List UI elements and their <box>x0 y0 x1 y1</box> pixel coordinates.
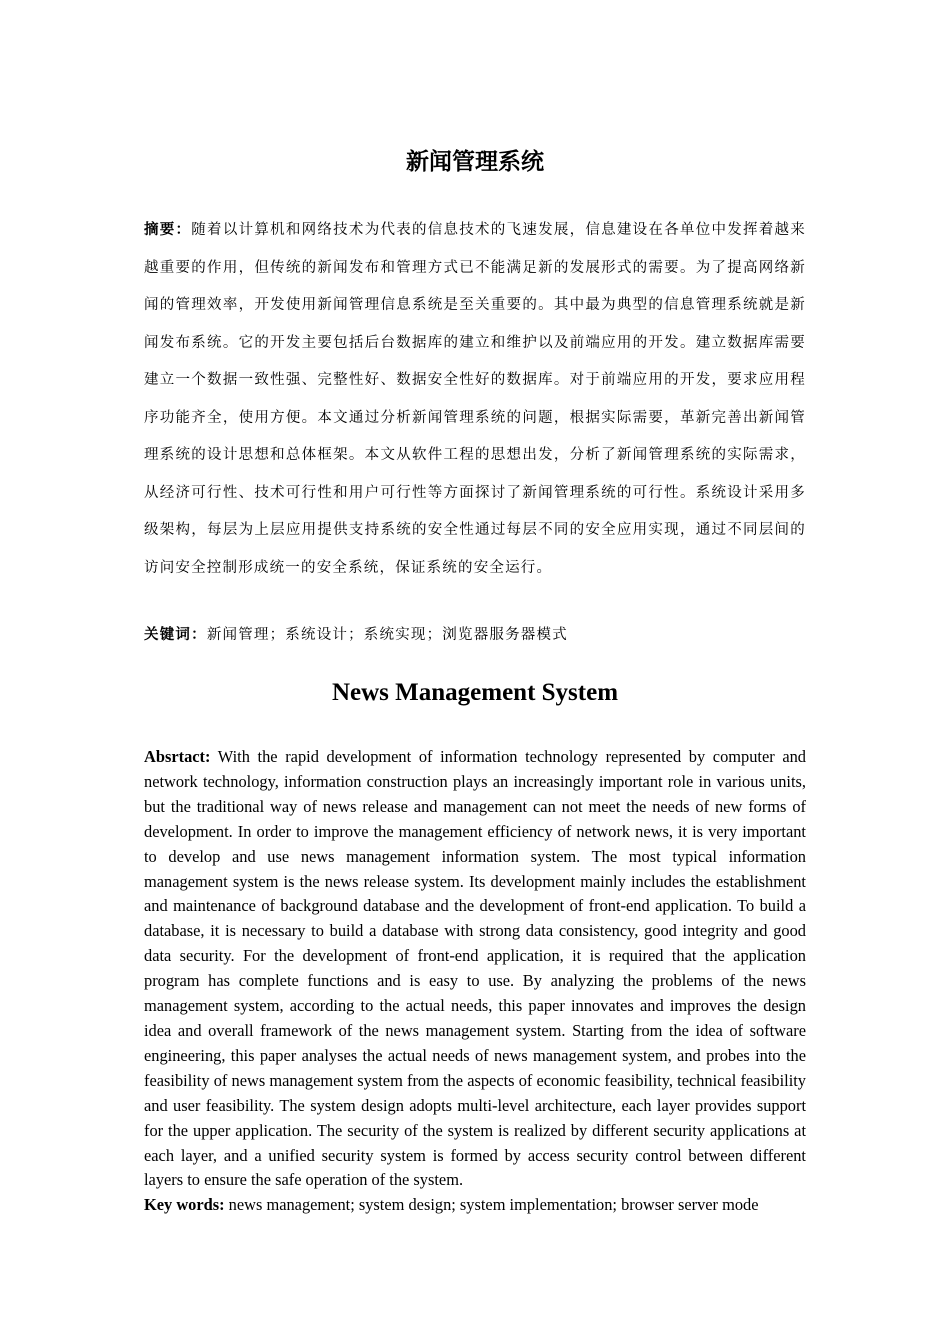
english-keywords-label: Key words: <box>144 1195 225 1214</box>
chinese-abstract <box>144 212 806 587</box>
english-abstract <box>144 745 806 1193</box>
english-keywords <box>144 1193 806 1218</box>
chinese-title: 新闻管理系统 <box>406 149 544 175</box>
chinese-keywords-text: 新闻管理；系统设计；系统实现；浏览器服务器模式 <box>206 627 568 643</box>
english-keywords-text: news management; system design; system implementation; browser server mode <box>224 1195 759 1214</box>
chinese-abstract-text: 随着以计算机和网络技术为代表的信息技术的飞速发展，信息建设在各单位中发挥着越来越重要的作用，但传统的新闻发布和管理方式已不能满足新的发展形式的需要。为了提高网络新闻的管理效率，开发使用新闻管理信息系统是至关重要的。其中最为典型的信息管理系统就是新闻发布系统。它的开发主要包括后台数据库的建立和维护以及前端应用的开发。建立数据库需要建立一个数据一致性强、完整性好、数据安全性好的数据库。对于前端应用的开发，要求应用程序功能齐全，使用方便。本文通过分析新闻管理系统的问题，根据实际需要，革新完善出新闻管理系统的设计思想和总体框架。本文从软件工程的思想出发，分析了新闻管理系统的实际需求，从经济可行性、技术可行性和用户可行性等方面探讨了新闻管理系统的可行性。系统设计采用多级架构，每层为上层应用提供支持系统的安全性通过每层不同的安全应用实现，通过不同层间的访问安全控制形成统一的安全系统，保证系统的安全运行。 <box>144 222 806 576</box>
english-abstract-label: Absrtact: <box>144 747 211 766</box>
english-abstract-text: With the rapid development of information technology represented by computer and network technology, information construction plays an increasingly important role in various units, but the traditional way of news release and management can not meet the needs of new forms of development. In order to improve the management efficiency of network news, it is very important to develop and use news management information system. The most typical information management system is the news release system. Its development mainly includes the establishment and maintenance of background database and the development of front-end application. To build a database, it is necessary to build a database with strong data consistency, good integrity and good data security. For the development of front-end application, it is required that the application program has complete functions and is easy to use. By analyzing the problems of the news management system, according to the actual needs, this paper innovates and improves the design idea and overall framework of the news management system. Starting from the idea of software engineering, this paper analyses the actual needs of news management system, and probes into the feasibility of news management system from the aspects of economic feasibility, technical feasibility and user feasibility. The system design adopts multi-level architecture, each layer provides support for the upper application. The security of the system is realized by different security applications at each layer, and a unified security system is formed by access security control between different layers to ensure the safe operation of the system. <box>144 747 806 1190</box>
chinese-keywords <box>144 620 806 650</box>
chinese-keywords-label: 关键词： <box>144 627 207 643</box>
english-title: News Management System <box>331 679 619 706</box>
chinese-abstract-label: 摘要： <box>144 222 192 238</box>
